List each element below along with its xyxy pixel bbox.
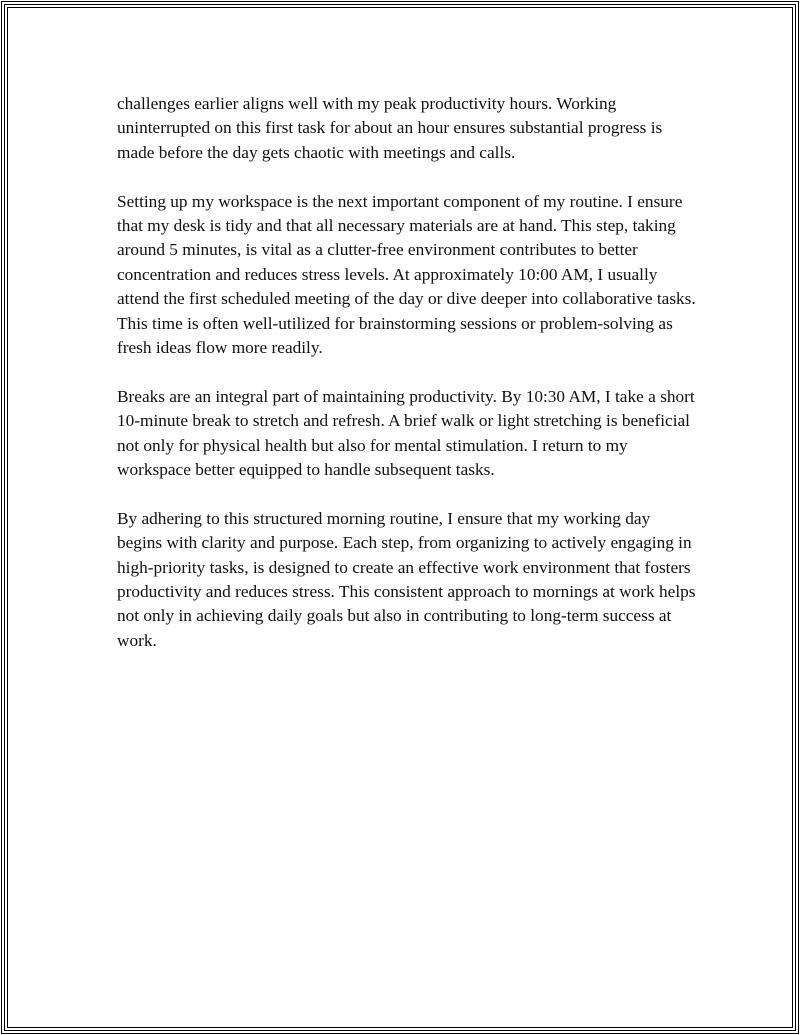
- paragraph-4: By adhering to this structured morning routine, I ensure that my working day begins with clarity and purpose. Each step, from organizing to actively engaging in high-priority tasks, is designed to create an effective work environment that fosters productivity and reduces stress. This consistent approach to mornings at work helps not only in achieving daily goals but also in contributing to long-term success at work.: [117, 508, 696, 650]
- document-body: [117, 92, 697, 678]
- paragraph-3: Breaks are an integral part of maintaining productivity. By 10:30 AM, I take a short 10-minute break to stretch and refresh. A brief walk or light stretching is beneficial not only for physical health but also for mental stimulation. I return to my workspace better equipped to handle subsequent tasks.: [117, 386, 695, 480]
- paragraph-2: Setting up my workspace is the next important component of my routine. I ensure that my desk is tidy and that all necessary materials are at hand. This step, taking around 5 minutes, is vital as a clutter-free environment contributes to better concentration and reduces stress levels. At approximately 10:00 AM, I usually attend the first scheduled meeting of the day or dive deeper into collaborative tasks. This time is often well-utilized for brainstorming sessions or problem-solving as fresh ideas flow more readily.: [117, 191, 696, 358]
- paragraph-1: challenges earlier aligns well with my peak productivity hours. Working uninterrupted on this first task for about an hour ensures substantial progress is made before the day gets chaotic with meetings and calls.: [117, 94, 663, 162]
